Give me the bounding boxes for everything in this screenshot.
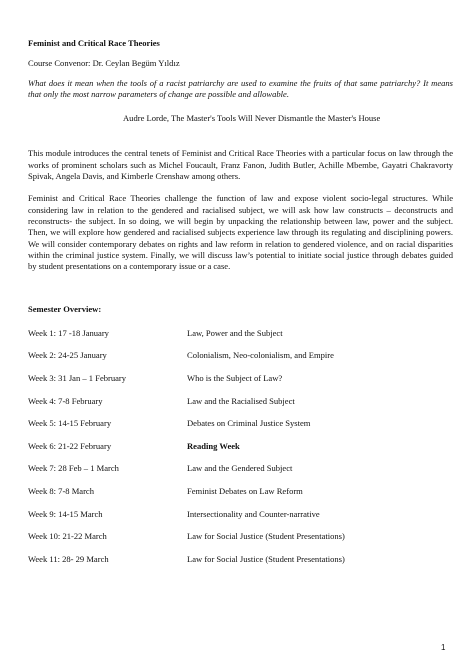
- week-row: [28, 531, 453, 554]
- week-date: Week 1: 17 -18 January: [28, 327, 109, 338]
- week-topic: Law, Power and the Subject: [187, 327, 283, 338]
- week-date: Week 7: 28 Feb – 1 March: [28, 463, 119, 474]
- week-topic: Law for Social Justice (Student Presentations): [187, 553, 345, 564]
- intro-paragraph: This module introduces the central tenets of Feminist and Critical Race Theories with a particular focus on law through the works of prominent scholars such as Michel Foucault, Franz Fanon, Judith Butler, Achille Mbembe, Gayatri Chakravorty Spivak, Angela Davis, and Kimberle Crenshaw among others.: [28, 148, 453, 182]
- course-convenor: Course Convenor: Dr. Ceylan Begüm Yıldız: [28, 58, 180, 69]
- document-content: [28, 38, 453, 576]
- page-number: 1: [441, 643, 446, 652]
- document-title: Feminist and Critical Race Theories: [28, 38, 160, 48]
- week-row: [28, 441, 453, 464]
- week-date: Week 10: 21-22 March: [28, 531, 107, 542]
- week-topic: Debates on Criminal Justice System: [187, 418, 311, 429]
- week-date: Week 2: 24-25 January: [28, 350, 107, 361]
- epigraph-attribution: Audre Lorde, The Master's Tools Will Never Dismantle the Master's House: [123, 113, 381, 124]
- description-paragraph: Feminist and Critical Race Theories challenge the function of law and expose violent socio-legal structures. While considering law in relation to the gendered and racialised subject, we will ask how law constructs – deconstructs and reconstructs- the subject. In so doing, we will begin by unpacking the relationship between law, power and the subject. Then, we will explore how gendered and racialised subjects experience law through its regulating and disciplining powers. We will consider contemporary debates on rights and law reform in relation to gendered violence, and on racial disparities within the criminal justice system. Finally, we will discuss law’s potential to initiate social justice through debates guided by student presentations on a contemporary issue or a case.: [28, 193, 453, 272]
- week-date: Week 9: 14-15 March: [28, 508, 103, 519]
- week-row: [28, 373, 453, 396]
- week-row: [28, 486, 453, 509]
- week-date: Week 6: 21-22 February: [28, 440, 112, 451]
- week-row: [28, 396, 453, 419]
- week-row: [28, 509, 453, 532]
- week-topic: Feminist Debates on Law Reform: [187, 485, 303, 496]
- week-topic: Law and the Racialised Subject: [187, 395, 295, 406]
- week-date: Week 11: 28- 29 March: [28, 553, 109, 564]
- week-topic: Law and the Gendered Subject: [187, 463, 293, 474]
- semester-overview-heading: Semester Overview:: [28, 304, 102, 315]
- week-row: [28, 554, 453, 577]
- week-date: Week 3: 31 Jan – 1 February: [28, 372, 127, 383]
- reading-week-topic: Reading Week: [187, 440, 240, 451]
- week-topic: Law for Social Justice (Student Presentations): [187, 531, 345, 542]
- week-row: [28, 328, 453, 351]
- week-topic: Who is the Subject of Law?: [187, 372, 283, 383]
- epigraph-quote: What does it mean when the tools of a racist patriarchy are used to examine the fruits of that same patriarchy? It means that only the most narrow parameters of change are possible and allowable.: [28, 77, 453, 99]
- week-schedule: [28, 328, 453, 577]
- week-date: Week 8: 7-8 March: [28, 485, 95, 496]
- week-row: [28, 463, 453, 486]
- week-topic: Intersectionality and Counter-narrative: [187, 508, 320, 519]
- week-row: [28, 418, 453, 441]
- week-date: Week 4: 7-8 February: [28, 395, 103, 406]
- week-date: Week 5: 14-15 February: [28, 418, 112, 429]
- week-row: [28, 350, 453, 373]
- week-topic: Colonialism, Neo-colonialism, and Empire: [187, 350, 334, 361]
